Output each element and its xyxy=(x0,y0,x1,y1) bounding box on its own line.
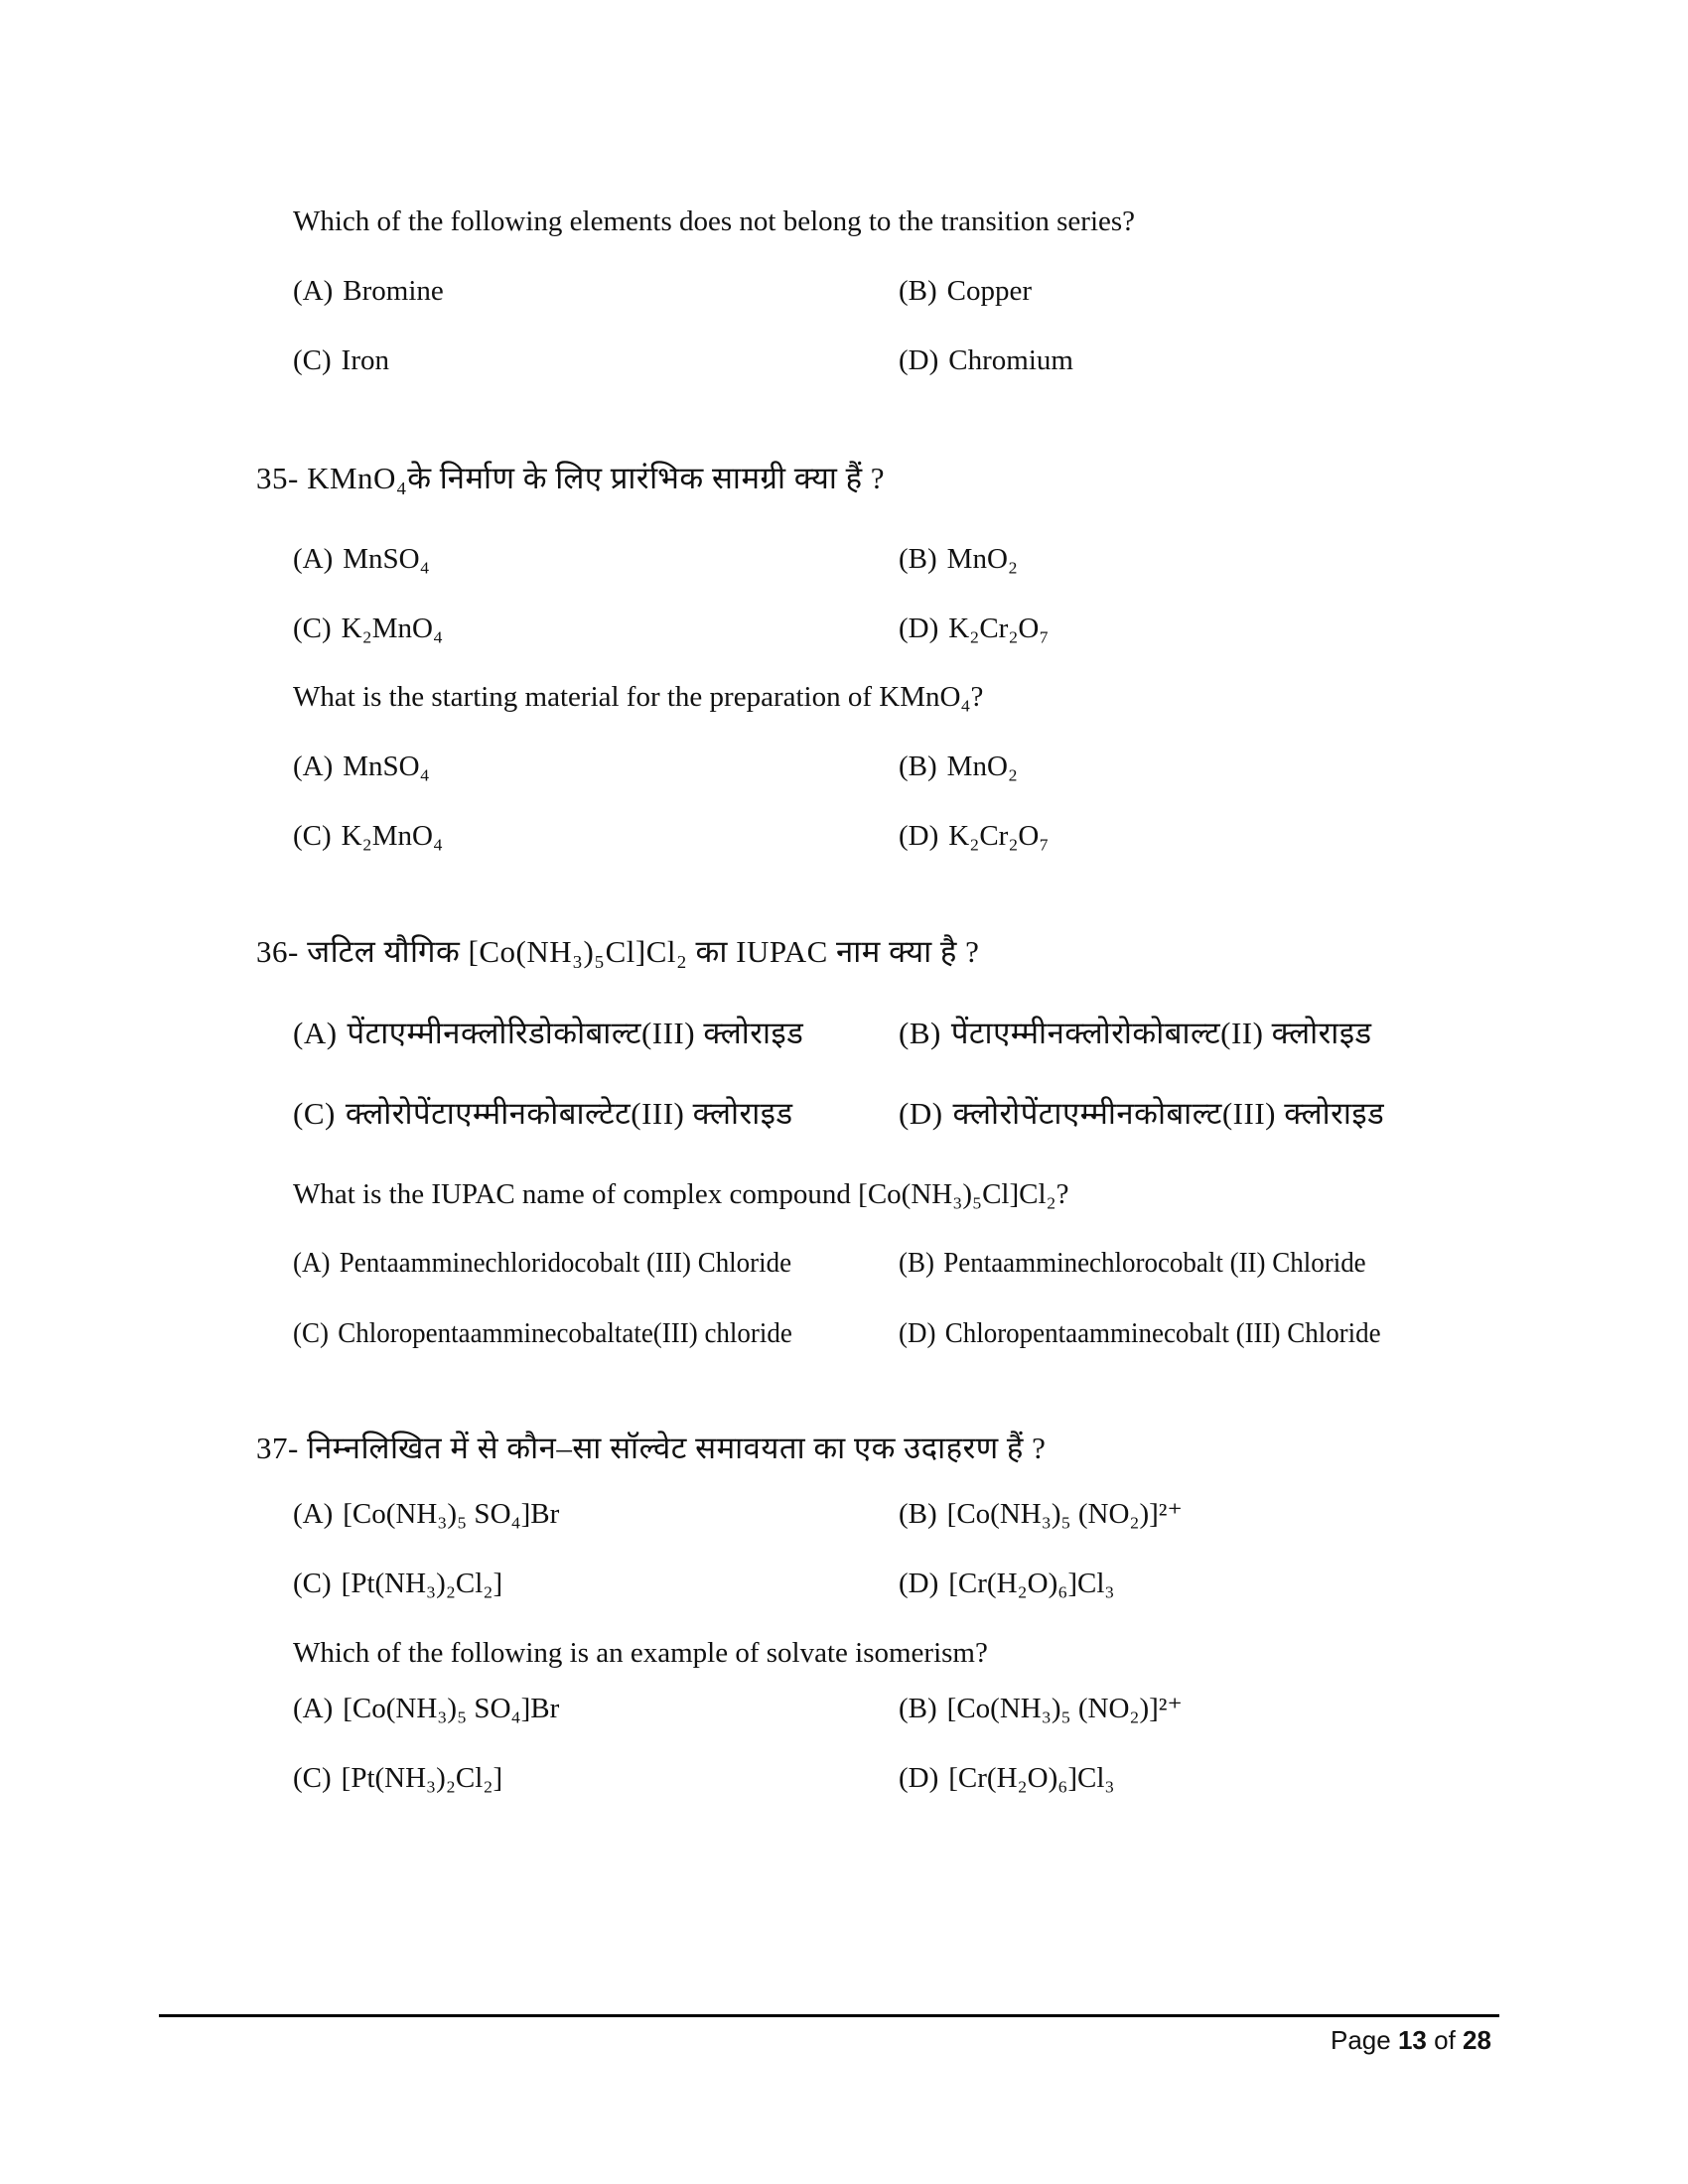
option-text: क्लोरोपेंटाएम्मीनकोबाल्ट(III) क्लोराइड xyxy=(952,1096,1385,1131)
q36-en-option-c xyxy=(293,1315,830,1351)
page-current: 13 xyxy=(1397,2025,1427,2055)
option-label: (C) xyxy=(293,1317,329,1349)
footer-rule xyxy=(159,2014,1499,2017)
option-label: (C) xyxy=(293,344,332,376)
option-text: पेंटाएम्मीनक्लोरोकोबाल्ट(II) क्लोराइड xyxy=(950,1016,1372,1050)
option-text: Chromium xyxy=(948,344,1073,376)
question-text: KMnO₄के निर्माण के लिए प्रारंभिक सामग्री क्या हैं ? xyxy=(307,461,886,495)
option-text: Chloropentaamminecobaltate(III) chloride xyxy=(338,1317,792,1349)
q34-option-c xyxy=(293,342,389,378)
option-label: (D) xyxy=(899,820,939,852)
option-label: (A) xyxy=(293,543,334,575)
question-number: 36- xyxy=(256,934,299,969)
q37-en-option-c xyxy=(293,1760,502,1796)
q35-hi-option-b xyxy=(899,541,1018,577)
option-text: Chloropentaamminecobalt (III) Chloride xyxy=(944,1317,1381,1349)
option-label: (B) xyxy=(899,1247,934,1279)
question-text: निम्नलिखित में से कौन–सा सॉल्वेट समावयता का एक उदाहरण हैं ? xyxy=(307,1431,1047,1465)
q35-hi-option-d xyxy=(899,611,1049,646)
q34-question-en: Which of the following elements does not belong to the transition series? xyxy=(293,205,1136,237)
q37-en-option-a xyxy=(293,1691,559,1726)
q35-en-option-d xyxy=(899,818,1049,854)
option-label: (B) xyxy=(899,1016,941,1050)
option-text: K₂MnO₄ xyxy=(341,613,444,644)
option-label: (A) xyxy=(293,751,334,782)
option-text: Copper xyxy=(946,275,1033,307)
page-total: 28 xyxy=(1463,2025,1491,2055)
option-text: K₂Cr₂O₇ xyxy=(948,820,1050,852)
q35-hi-option-c xyxy=(293,611,443,646)
option-text: MnSO₄ xyxy=(343,543,430,575)
option-text: [Co(NH₃)₅ (NO₂)]²⁺ xyxy=(946,1693,1183,1724)
page-number xyxy=(1331,2025,1491,2055)
q35-question-hi xyxy=(256,461,885,496)
option-text: MnO₂ xyxy=(946,751,1019,782)
option-text: [Pt(NH₃)₂Cl₂] xyxy=(341,1762,503,1794)
option-label: (A) xyxy=(293,1693,334,1724)
q37-en-option-b xyxy=(899,1691,1183,1726)
q36-hi-option-d xyxy=(899,1096,1384,1132)
option-text: K₂Cr₂O₇ xyxy=(948,613,1050,644)
option-text: [Co(NH₃)₅ SO₄]Br xyxy=(343,1498,560,1530)
question-text: जटिल यौगिक [Co(NH₃)₅Cl]Cl₂ का IUPAC नाम क्या है ? xyxy=(307,934,980,969)
option-label: (D) xyxy=(899,1568,939,1599)
q35-question-en: What is the starting material for the preparation of KMnO₄? xyxy=(293,681,984,713)
q34-option-d xyxy=(899,342,1073,378)
option-text: [Cr(H₂O)₆]Cl₃ xyxy=(948,1762,1115,1794)
option-label: (B) xyxy=(899,1498,937,1530)
q36-hi-option-b xyxy=(899,1016,1372,1051)
q36-question-en: What is the IUPAC name of complex compound [Co(NH₃)₅Cl]Cl₂? xyxy=(293,1178,1069,1210)
q35-en-option-a xyxy=(293,749,430,784)
q37-hi-option-b xyxy=(899,1496,1183,1532)
q37-en-option-d xyxy=(899,1760,1115,1796)
option-label: (D) xyxy=(899,1096,943,1131)
option-label: (D) xyxy=(899,613,939,644)
q34-option-a xyxy=(293,273,444,309)
option-label: (A) xyxy=(293,275,334,307)
option-label: (B) xyxy=(899,543,937,575)
q37-hi-option-d xyxy=(899,1566,1115,1601)
option-label: (B) xyxy=(899,1693,937,1724)
q36-en-option-a xyxy=(293,1245,829,1281)
option-label: (D) xyxy=(899,1762,939,1794)
option-text: [Co(NH₃)₅ SO₄]Br xyxy=(343,1693,560,1724)
option-text: MnSO₄ xyxy=(343,751,430,782)
option-label: (C) xyxy=(293,1762,332,1794)
q36-en-option-d xyxy=(899,1315,1417,1351)
q37-hi-option-c xyxy=(293,1566,502,1601)
option-label: (C) xyxy=(293,1568,332,1599)
option-text: [Pt(NH₃)₂Cl₂] xyxy=(341,1568,503,1599)
page-of: of xyxy=(1434,2025,1456,2055)
option-label: (D) xyxy=(899,344,939,376)
option-text: क्लोरोपेंटाएम्मीनकोबाल्टेट(III) क्लोराइड xyxy=(345,1096,793,1131)
option-label: (C) xyxy=(293,820,332,852)
option-label: (C) xyxy=(293,1096,336,1131)
q36-question-hi xyxy=(256,934,979,970)
q36-hi-option-a xyxy=(293,1016,803,1051)
option-text: Bromine xyxy=(343,275,444,307)
question-number: 37- xyxy=(256,1431,299,1465)
option-label: (B) xyxy=(899,751,937,782)
option-text: पेंटाएम्मीनक्लोरिडोकोबाल्ट(III) क्लोराइड xyxy=(347,1016,804,1050)
q35-hi-option-a xyxy=(293,541,430,577)
option-text: K₂MnO₄ xyxy=(341,820,444,852)
q35-en-option-c xyxy=(293,818,443,854)
option-text: Iron xyxy=(341,344,389,376)
q37-question-hi xyxy=(256,1431,1046,1466)
option-label: (C) xyxy=(293,613,332,644)
page-prefix: Page xyxy=(1331,2025,1391,2055)
option-label: (A) xyxy=(293,1498,334,1530)
q34-option-b xyxy=(899,273,1032,309)
question-number: 35- xyxy=(256,461,299,495)
option-text: Pentaamminechlorocobalt (II) Chloride xyxy=(943,1247,1366,1279)
option-text: [Cr(H₂O)₆]Cl₃ xyxy=(948,1568,1115,1599)
q36-en-option-b xyxy=(899,1245,1401,1281)
q37-hi-option-a xyxy=(293,1496,559,1532)
q37-question-en: Which of the following is an example of solvate isomerism? xyxy=(293,1637,988,1669)
option-label: (B) xyxy=(899,275,937,307)
q36-hi-option-c xyxy=(293,1096,793,1132)
option-label: (A) xyxy=(293,1247,331,1279)
option-label: (D) xyxy=(899,1317,936,1349)
option-label: (A) xyxy=(293,1016,338,1050)
option-text: [Co(NH₃)₅ (NO₂)]²⁺ xyxy=(946,1498,1183,1530)
q35-en-option-b xyxy=(899,749,1018,784)
option-text: MnO₂ xyxy=(946,543,1019,575)
option-text: Pentaamminechloridocobalt (III) Chloride xyxy=(339,1247,792,1279)
